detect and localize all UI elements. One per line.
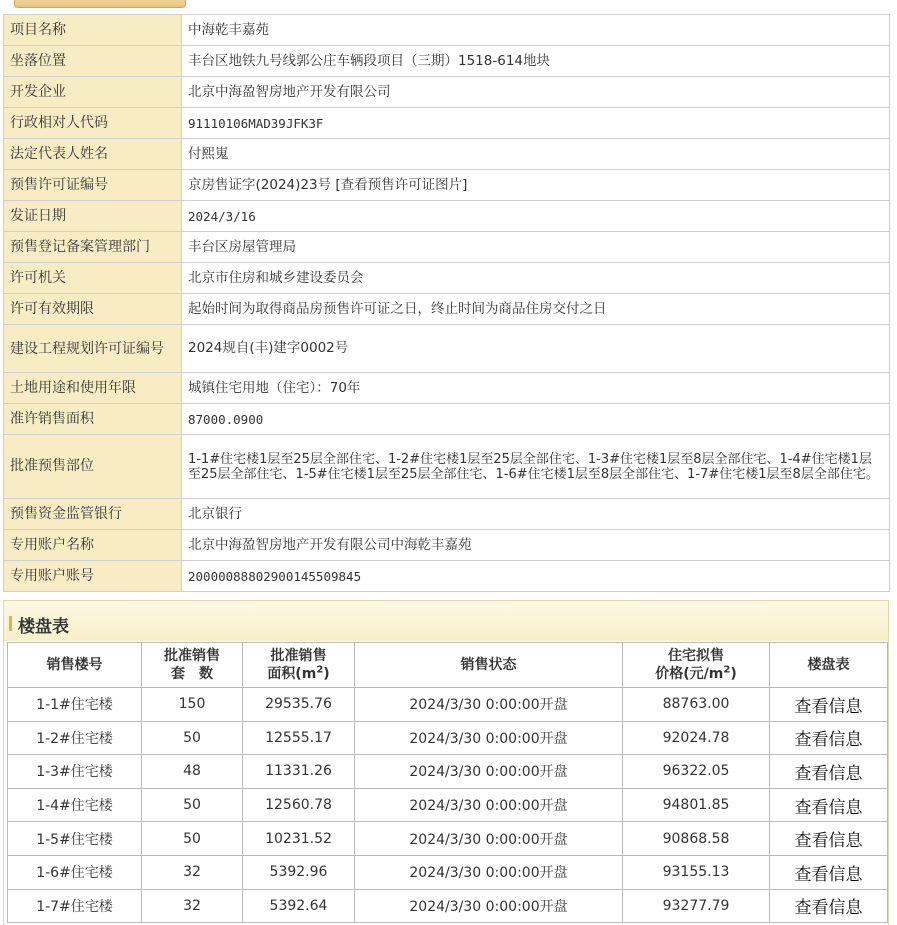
info-row [4,77,890,108]
col-header-area-line1: 批准销售 [270,648,327,664]
info-label: 专用账户名称 [4,530,182,561]
building-table [7,642,888,923]
info-row [4,373,890,404]
info-value: 付熙嵬 [182,139,890,170]
view-info-link[interactable]: 查看信息 [770,855,888,889]
info-row [4,561,890,592]
info-value: 1-1#住宅楼1层至25层全部住宅、1-2#住宅楼1层至25层全部住宅、1-3#住宅楼1层至8层全部住宅、1-4#住宅楼1层至25层全部住宅、1-5#住宅楼1层至25层全部住宅、1-6#住宅楼1层至8层全部住宅、1-7#住宅楼1层至8层全部住宅。 [182,435,890,499]
building-name: 1-6#住宅楼 [8,855,142,889]
info-value: 丰台区房屋管理局 [182,232,890,263]
info-value: 北京市住房和城乡建设委员会 [182,263,890,294]
info-value: 北京中海盈智房地产开发有限公司 [182,77,890,108]
info-row [4,170,890,201]
info-value: 丰台区地铁九号线郭公庄车辆段项目（三期）1518-614地块 [182,46,890,77]
view-info-link[interactable]: 查看信息 [770,788,888,822]
info-row [4,325,890,373]
info-row [4,232,890,263]
building-units: 150 [142,688,243,722]
project-info-table [3,14,890,592]
info-value: 2024规自(丰)建字0002号 [182,325,890,373]
building-price: 93277.79 [623,889,770,923]
col-header-area-close: ) [323,666,330,682]
info-label: 项目名称 [4,15,182,46]
info-label: 坐落位置 [4,46,182,77]
col-header-table: 楼盘表 [770,643,888,688]
col-header-price-line1: 住宅拟售 [668,648,724,664]
info-value: 北京银行 [182,499,890,530]
info-row [4,139,890,170]
col-header-price [623,643,770,688]
section-header [4,601,888,641]
info-value-cell [182,170,890,201]
building-area: 5392.96 [243,855,355,889]
info-value: 起始时间为取得商品房预售许可证之日，终止时间为商品住房交付之日 [182,294,890,325]
building-name: 1-3#住宅楼 [8,755,142,789]
info-row [4,263,890,294]
info-row [4,46,890,77]
building-area: 11331.26 [243,755,355,789]
building-status: 2024/3/30 0:00:00开盘 [355,721,623,755]
info-label: 建设工程规划许可证编号 [4,325,182,373]
info-value: 城镇住宅用地（住宅）：70年 [182,373,890,404]
col-header-area [243,643,355,688]
col-header-price-sup: 2 [723,664,731,676]
building-area: 29535.76 [243,688,355,722]
info-label: 预售登记备案管理部门 [4,232,182,263]
table-row [8,822,888,856]
building-area: 12555.17 [243,721,355,755]
building-status: 2024/3/30 0:00:00开盘 [355,889,623,923]
building-units: 32 [142,889,243,923]
building-price: 88763.00 [623,688,770,722]
section-tab[interactable] [14,0,186,8]
table-row [8,889,888,923]
view-info-link[interactable]: 查看信息 [770,721,888,755]
building-status: 2024/3/30 0:00:00开盘 [355,788,623,822]
info-label: 法定代表人姓名 [4,139,182,170]
view-info-link[interactable]: 查看信息 [770,688,888,722]
info-value: 北京中海盈智房地产开发有限公司中海乾丰嘉苑 [182,530,890,561]
building-units: 50 [142,822,243,856]
table-row [8,688,888,722]
info-label: 开发企业 [4,77,182,108]
top-tab-area [0,0,897,14]
building-price: 90868.58 [623,822,770,856]
info-value: 20000088802900145509845 [182,561,890,592]
info-row [4,15,890,46]
building-units: 50 [142,721,243,755]
building-units: 32 [142,855,243,889]
info-row [4,530,890,561]
building-status: 2024/3/30 0:00:00开盘 [355,822,623,856]
info-row [4,404,890,435]
col-header-units-line2: 套 数 [171,666,213,682]
table-row [8,788,888,822]
info-label: 批准预售部位 [4,435,182,499]
building-list-section [3,600,889,925]
building-units: 50 [142,788,243,822]
info-row [4,435,890,499]
info-row [4,499,890,530]
building-status: 2024/3/30 0:00:00开盘 [355,855,623,889]
building-units: 48 [142,755,243,789]
table-row [8,721,888,755]
info-label: 土地用途和使用年限 [4,373,182,404]
info-label: 许可有效期限 [4,294,182,325]
table-row [8,755,888,789]
col-header-status: 销售状态 [355,643,623,688]
col-header-price-close: ) [730,666,737,682]
table-row [8,855,888,889]
info-label: 预售许可证编号 [4,170,182,201]
building-name: 1-5#住宅楼 [8,822,142,856]
info-label: 发证日期 [4,201,182,232]
col-header-building: 销售楼号 [8,643,142,688]
building-table-header [8,643,888,688]
building-status: 2024/3/30 0:00:00开盘 [355,755,623,789]
building-area: 5392.64 [243,889,355,923]
col-header-units [142,643,243,688]
permit-number: 京房售证字(2024)23号 [188,176,332,193]
building-price: 92024.78 [623,721,770,755]
section-title-bar [9,616,12,631]
info-value: 中海乾丰嘉苑 [182,15,890,46]
building-status: 2024/3/30 0:00:00开盘 [355,688,623,722]
building-area: 10231.52 [243,822,355,856]
info-value: 2024/3/16 [182,201,890,232]
info-value: 87000.0900 [182,404,890,435]
building-price: 94801.85 [623,788,770,822]
info-label: 行政相对人代码 [4,108,182,139]
building-name: 1-7#住宅楼 [8,889,142,923]
section-title: 楼盘表 [18,617,69,637]
view-info-link[interactable]: 查看信息 [770,889,888,923]
view-info-link[interactable]: 查看信息 [770,755,888,789]
building-price: 96322.05 [623,755,770,789]
info-label: 专用账户账号 [4,561,182,592]
info-row [4,201,890,232]
view-info-link[interactable]: 查看信息 [770,822,888,856]
col-header-area-line2: 面积(m [267,666,317,682]
info-label: 许可机关 [4,263,182,294]
building-area: 12560.78 [243,788,355,822]
col-header-area-sup: 2 [316,664,324,676]
info-label: 预售资金监管银行 [4,499,182,530]
building-price: 93155.13 [623,855,770,889]
col-header-units-line1: 批准销售 [164,648,220,664]
building-name: 1-1#住宅楼 [8,688,142,722]
col-header-price-line2: 价格(元/m [655,666,724,682]
info-row [4,294,890,325]
info-label: 准许销售面积 [4,404,182,435]
info-row [4,108,890,139]
view-permit-image-link[interactable]: [查看预售许可证图片] [335,176,468,193]
building-name: 1-2#住宅楼 [8,721,142,755]
info-value: 91110106MAD39JFK3F [182,108,890,139]
building-name: 1-4#住宅楼 [8,788,142,822]
